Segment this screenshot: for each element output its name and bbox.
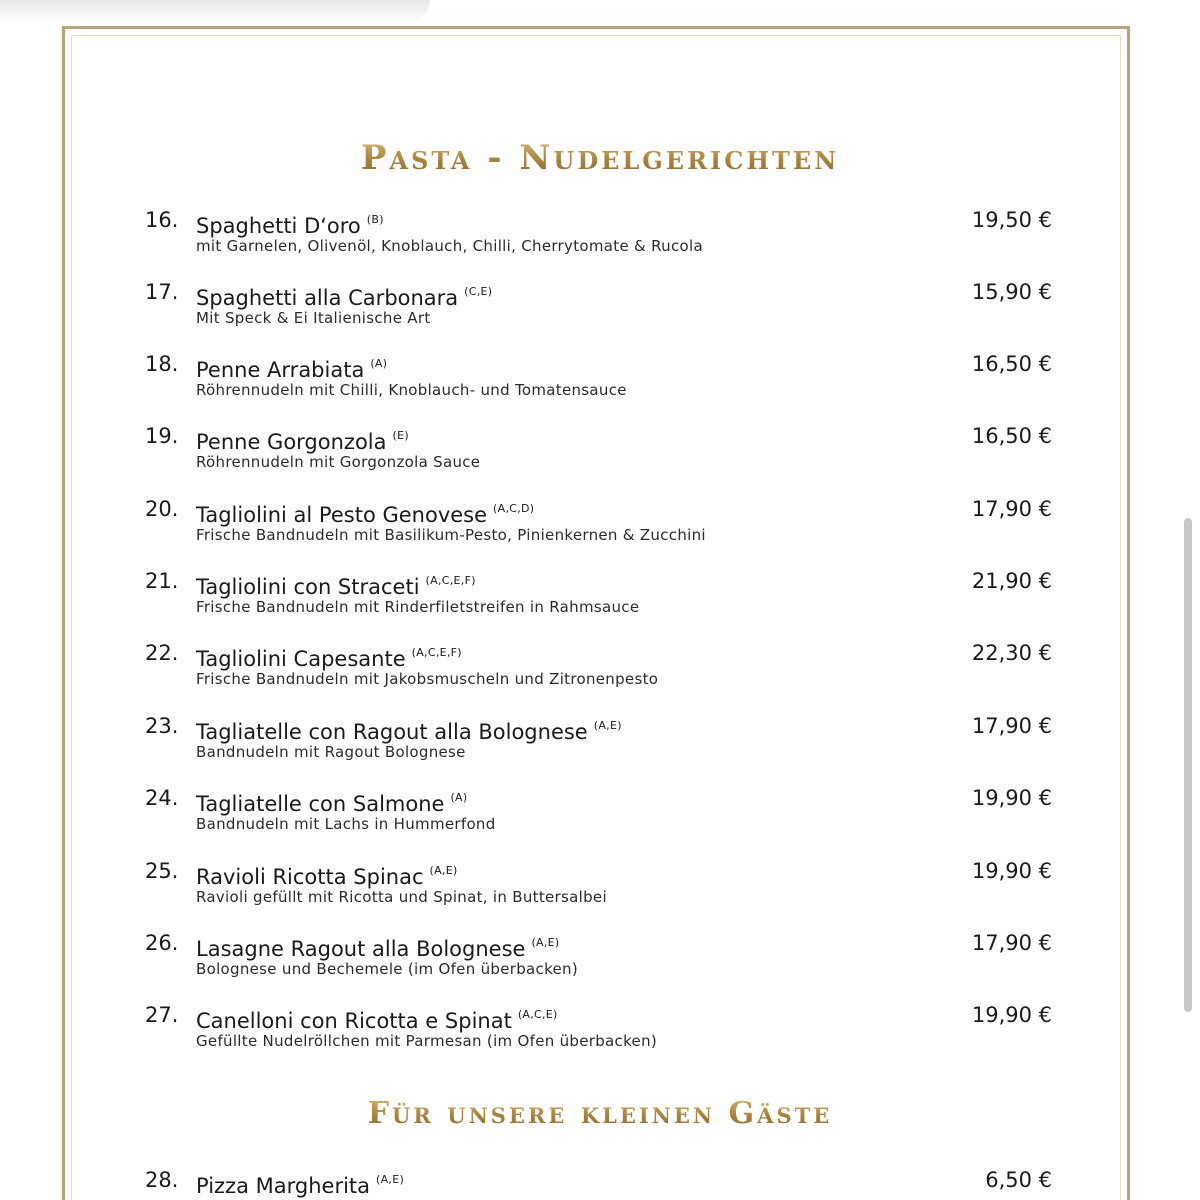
item-price: 6,50 € [985,1168,1052,1192]
item-number: 19. [145,424,179,448]
item-description: Bandnudeln mit Lachs in Hummerfond [196,815,496,833]
item-number: 25. [145,859,179,883]
item-number: 17. [145,280,179,304]
item-price: 16,50 € [971,424,1052,448]
item-description: Röhrennudeln mit Gorgonzola Sauce [196,453,481,471]
item-name: Tagliatelle con Salmone $^{(A)}$ [196,791,468,816]
item-description: Röhrennudeln mit Chilli, Knoblauch- und Tomatensauce [196,381,627,399]
menu-item [0,206,1200,266]
item-name: Penne Arrabiata $^{(A)}$ [196,357,388,382]
item-number: 23. [145,714,179,738]
menu-item [0,712,1200,772]
item-price: 19,90 € [971,859,1052,883]
item-number: 28. [145,1168,179,1192]
item-name: Pizza Margherita $^{(A,E)}$ [196,1173,405,1198]
top-shadow [0,0,430,22]
item-price: 21,90 € [971,569,1052,593]
menu-item [0,857,1200,917]
item-name: Penne Gorgonzola $^{(E)}$ [196,429,409,454]
scrollbar-thumb[interactable] [1184,518,1192,1012]
item-allergens: (A,C,E,F) [411,646,462,659]
item-price: 22,30 € [971,641,1052,665]
item-price: 19,90 € [971,1003,1052,1027]
item-description: mit Garnelen, Olivenöl, Knoblauch, Chilli, Cherrytomate & Rucola [196,237,703,255]
item-number: 16. [145,208,179,232]
item-name: Tagliatelle con Ragout alla Bolognese $^{(A,E)}$ [196,719,622,744]
item-price: 17,90 € [971,714,1052,738]
item-allergens: (B) [366,213,384,226]
menu-item [0,1166,1200,1200]
item-number: 22. [145,641,179,665]
item-number: 26. [145,931,179,955]
item-allergens: (C,E) [464,285,493,298]
menu-item [0,350,1200,410]
item-allergens: (A,E) [593,719,622,732]
item-allergens: (A,C,E,F) [425,574,476,587]
item-allergens: (A) [370,357,388,370]
item-allergens: (A,E) [429,864,458,877]
item-name: Tagliolini con Straceti $^{(A,C,E,F)}$ [196,574,476,599]
item-price: 19,50 € [971,208,1052,232]
menu-item [0,495,1200,555]
item-allergens: (A,C,E) [517,1008,558,1021]
item-number: 21. [145,569,179,593]
item-number: 24. [145,786,179,810]
item-allergens: (A,E) [376,1173,405,1186]
item-allergens: (A,C,D) [493,502,535,515]
item-number: 18. [145,352,179,376]
item-price: 19,90 € [971,786,1052,810]
item-allergens: (E) [392,429,409,442]
item-description: Frische Bandnudeln mit Basilikum-Pesto, Pinienkernen & Zucchini [196,526,706,544]
item-name: Lasagne Ragout alla Bolognese $^{(A,E)}$ [196,936,560,961]
section-title-kids: Für unsere kleinen Gäste [0,1096,1200,1131]
item-description: Ravioli gefüllt mit Ricotta und Spinat, in Buttersalbei [196,888,607,906]
menu-item [0,278,1200,338]
item-allergens: (A) [450,791,468,804]
item-description: Bolognese und Bechemele (im Ofen überbacken) [196,960,579,978]
item-name: Tagliolini al Pesto Genovese $^{(A,C,D)}$ [196,502,535,527]
item-name: Canelloni con Ricotta e Spinat $^{(A,C,E)}$ [196,1008,558,1033]
item-number: 20. [145,497,179,521]
menu-item [0,567,1200,627]
item-name: Tagliolini Capesante $^{(A,C,E,F)}$ [196,646,462,671]
item-description: Bandnudeln mit Ragout Bolognese [196,743,466,761]
item-allergens: (A,E) [531,936,560,949]
menu-item [0,784,1200,844]
menu-item [0,639,1200,699]
item-description: Frische Bandnudeln mit Jakobsmuscheln und Zitronenpesto [196,670,659,688]
item-description: Mit Speck & Ei Italienische Art [196,309,431,327]
item-number: 27. [145,1003,179,1027]
menu-item [0,422,1200,482]
item-name: Spaghetti D‘oro $^{(B)}$ [196,213,384,238]
item-price: 17,90 € [971,497,1052,521]
item-price: 15,90 € [971,280,1052,304]
item-price: 17,90 € [971,931,1052,955]
section-title-pasta: Pasta - Nudelgerichten [0,138,1200,178]
item-price: 16,50 € [971,352,1052,376]
menu-item [0,929,1200,989]
item-name: Ravioli Ricotta Spinac $^{(A,E)}$ [196,864,458,889]
item-description: Frische Bandnudeln mit Rinderfiletstreifen in Rahmsauce [196,598,640,616]
item-description: Gefüllte Nudelröllchen mit Parmesan (im Ofen überbacken) [196,1032,658,1050]
item-name: Spaghetti alla Carbonara $^{(C,E)}$ [196,285,493,310]
menu-item [0,1001,1200,1061]
